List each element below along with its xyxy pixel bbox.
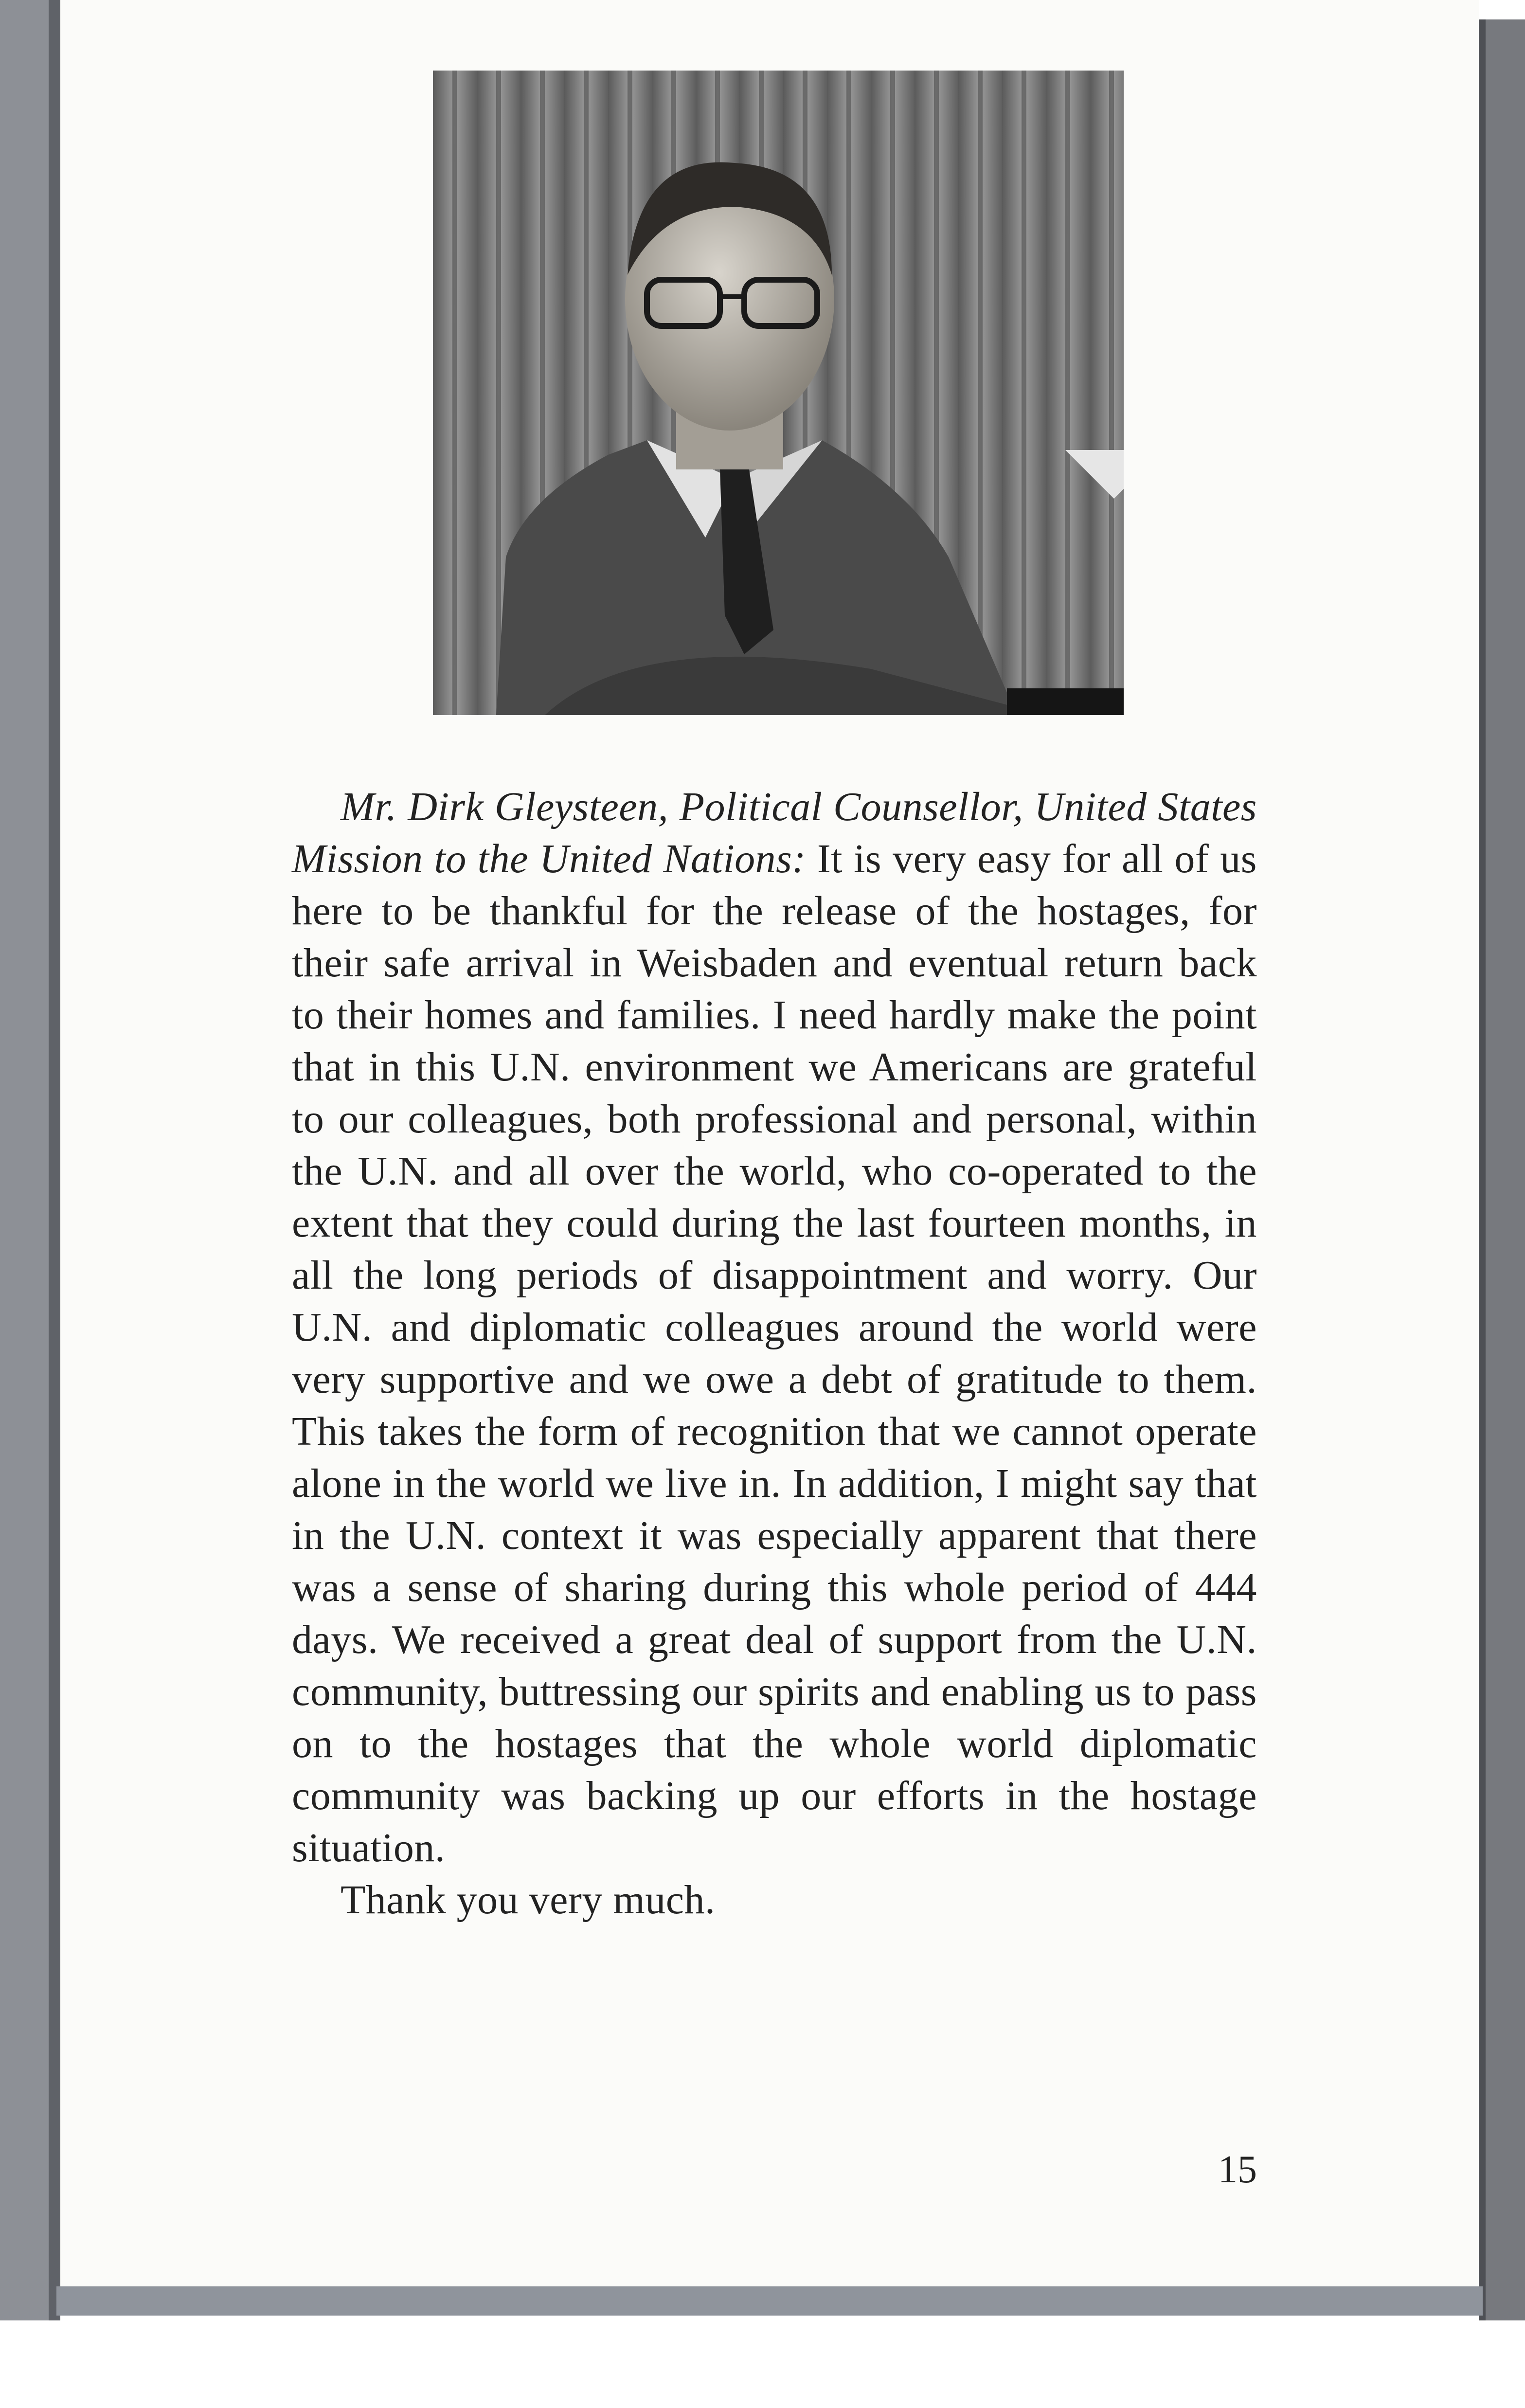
portrait-photo <box>433 71 1124 715</box>
scan-edge-right <box>1483 19 1525 2335</box>
statement-block <box>292 781 1257 1926</box>
scan-margin-bottom <box>0 2320 1525 2408</box>
portrait-illustration <box>433 71 1124 715</box>
statement-paragraph <box>292 781 1257 1874</box>
scan-edge-bottom <box>56 2286 1483 2316</box>
speaker-name: Mr. Dirk Gleysteen, Political Counsellor, United States Mission to the United Nations: <box>292 784 1257 881</box>
page-number: 15 <box>1218 2148 1257 2191</box>
closing-line: Thank you very much. <box>341 1877 716 1923</box>
scan-edge-left <box>0 0 56 2320</box>
scan-edge-left-shadow <box>49 0 60 2320</box>
statement-text: It is very easy for all of us here to be thankful for the release of the hostages, for their safe arrival in Weisbaden and eventual return back to their homes and families. I need hardly make the point that in this U.N. environment we Americans are grateful to our colleagues, both professional and personal, within the U.N. and all over the world, who co-operated to the extent that they could during the last fourteen months, in all the long periods of disappointment and worry. Our U.N. and diplomatic colleagues around the world were very supportive and we owe a debt of gratitude to them. This takes the form of recognition that we cannot operate alone in the world we live in. In addition, I might say that in the U.N. context it was especially apparent that there was a sense of sharing during this whole period of 444 days. We received a great deal of support from the U.N. community, buttressing our spirits and enabling us to pass on to the hostages that the whole world diplomatic community was backing up our efforts in the hostage situation. <box>292 836 1257 1870</box>
scan-edge-right-shadow <box>1479 19 1486 2335</box>
